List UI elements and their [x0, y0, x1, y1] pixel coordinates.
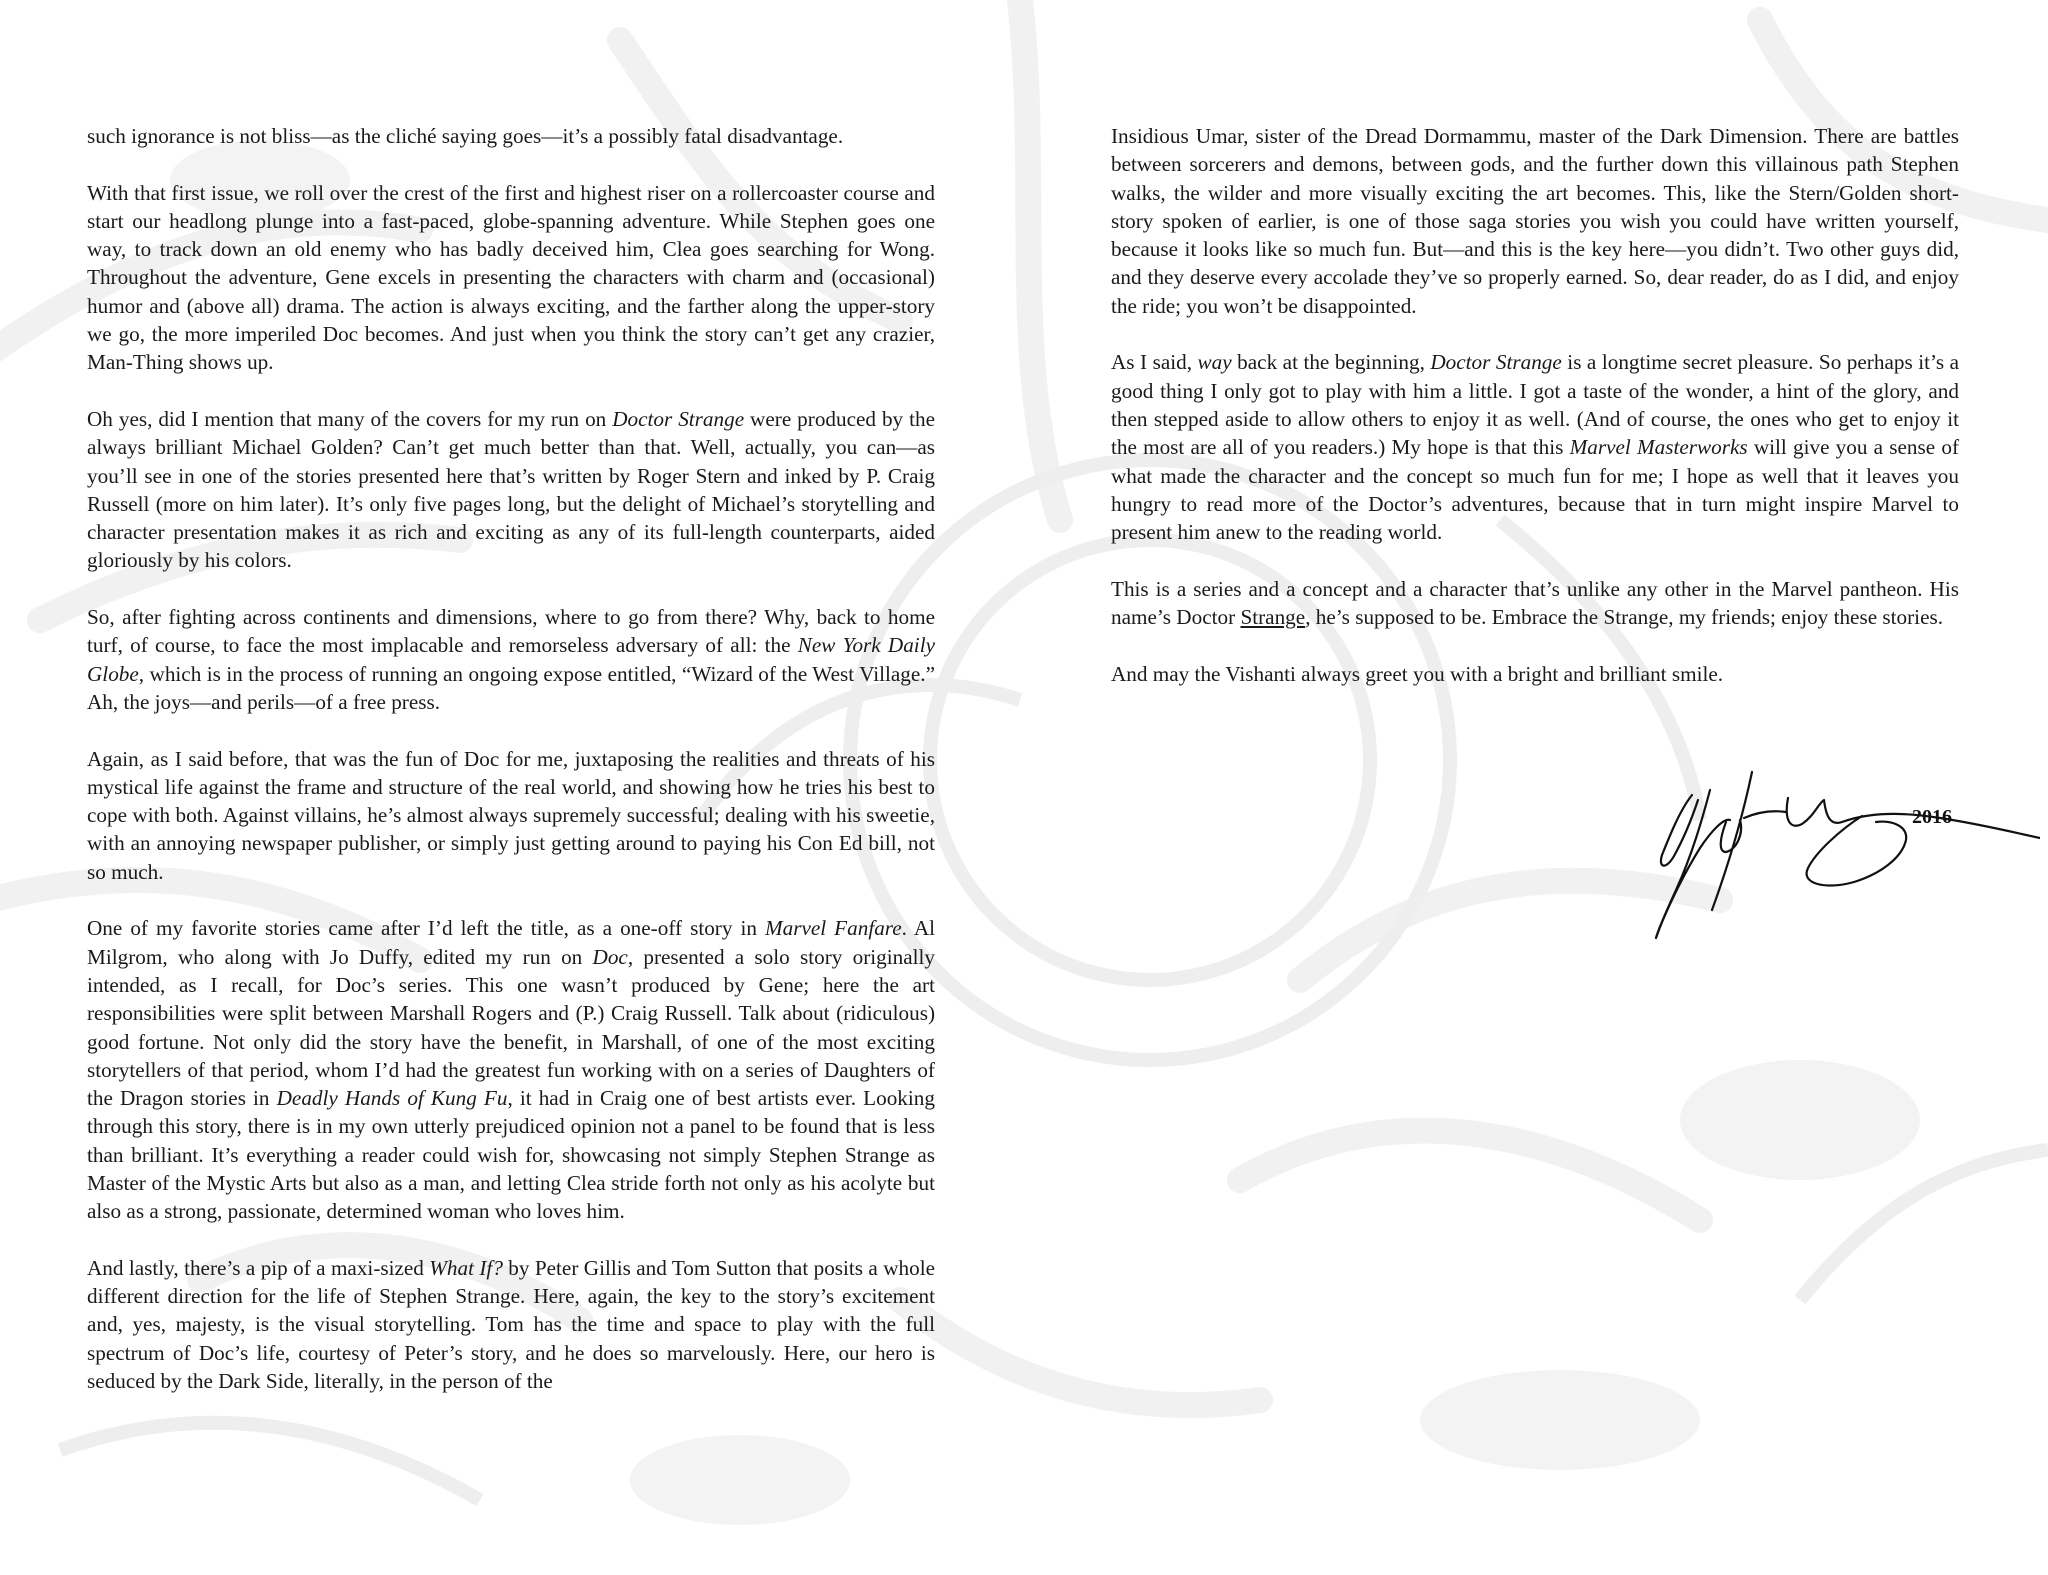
paragraph-text: will give you a sense of what made the character and the concept so much fun for me; I hope as well that it leaves you hungry to read more of the Doctor’s adventures, because that in turn might inspire Marvel to present him anew to the reading world. — [1111, 435, 1960, 545]
paragraph-text: , which is in the process of running an ongoing expose entitled, “Wizard of the West Village.” Ah, the joys—and perils—of a free press. — [87, 661, 935, 714]
italic-title: Doctor Strange — [612, 406, 745, 431]
paragraph-text: , it had in Craig one of best artists ever. Looking through this story, there is in my own utterly prejudiced opinion not a panel to be found that is less than brilliant. It’s everything a reader could wish for, showcasing not simply Stephen Strange as Master of the Mystic Arts but also as a man, and letting Clea stride forth not only as his acolyte but also as a strong, passionate, determined woman who loves him. — [87, 1086, 935, 1224]
paragraph — [1111, 122, 1959, 320]
paragraph — [1111, 660, 1959, 688]
italic-title: Marvel Masterworks — [1569, 435, 1748, 460]
paragraph-text: , presented a solo story originally intended, as I recall, for Doc’s series. This one wasn’t produced by Gene; here the art responsibilities were split between Marshall Rogers and (P.) Craig Russell. Talk about (ridiculous) good fortune. Not only did the story have the benefit, in Marshall, of one of the most exciting storytellers of that period, whom I’d had the greatest fun working with on a series of Daughters of the Dragon stories in — [87, 944, 935, 1111]
right-column — [1111, 122, 1959, 716]
paragraph — [87, 914, 935, 1225]
paragraph-text: such ignorance is not bliss—as the cliché saying goes—it’s a possibly fatal disadvantage. — [87, 124, 844, 148]
paragraph-text: Again, as I said before, that was the fun of Doc for me, juxtaposing the realities and threats of his mystical life against the frame and structure of the real world, and showing how he tries his best to cope with both. Against villains, he’s almost always supremely successful; dealing with his sweetie, with an annoying newspaper publisher, or simply just getting around to paying his Con Ed bill, not so much. — [87, 746, 935, 884]
paragraph-text: back at the beginning, — [1231, 350, 1431, 375]
paragraph — [87, 179, 935, 377]
paragraph-text: One of my favorite stories came after I’d left the title, as a one-off story in — [87, 916, 765, 941]
paragraph-text: As I said, — [1111, 350, 1198, 375]
paragraph-text: With that first issue, we roll over the crest of the first and highest riser on a rollercoaster course and start our headlong plunge into a fast-paced, globe-spanning adventure. While Stephen goes one way, to track down an old enemy who has badly deceived him, Clea goes searching for Wong. Throughout the adventure, Gene excels in presenting the characters with charm and (occasional) humor and (above all) drama. The action is always exciting, and the farther along the upper-story we go, the more imperiled Doc becomes. And just when you think the story can’t get any crazier, Man-Thing shows up. — [87, 180, 935, 375]
paragraph-text: So, after fighting across continents and dimensions, where to go from there? Why, back to home turf, of course, to face the most implacable and remorseless adversary of all: the — [87, 605, 935, 658]
paragraph — [87, 603, 935, 716]
italic-title: What If? — [429, 1255, 503, 1280]
paragraph-text: Oh yes, did I mention that many of the covers for my run on — [87, 406, 613, 431]
italic-title: New York Daily Globe — [87, 633, 935, 686]
italic-title: Deadly Hands of Kung Fu — [276, 1086, 508, 1111]
paragraph-text: And may the Vishanti always greet you with a bright and brilliant smile. — [1111, 661, 1724, 686]
paragraph-text: by Peter Gillis and Tom Sutton that posits a whole different direction for the life of Stephen Strange. Here, again, the key to the story’s excitement and, yes, majesty, is the visual storytelling. Tom has the time and space to play with the full spectrum of Doc’s life, courtesy of Peter’s story, and he does so marvelously. Here, our hero is seduced by the Dark Side, literally, in the person of the — [87, 1255, 935, 1394]
paragraph-text: Insidious Umar, sister of the Dread Dormammu, master of the Dark Dimension. There are battles between sorcerers and demons, between gods, and the further down this villainous path Stephen walks, the wilder and more visually exciting the art becomes. This, like the Stern/Golden short-story spoken of earlier, is one of those saga stories you wish you could have written yourself, because it looks like so much fun. But—and this is the key here—you didn’t. Two other guys did, and they deserve every accolade they’ve so properly earned. So, dear reader, do as I did, and enjoy the ride; you won’t be disappointed. — [1111, 124, 1959, 318]
italic-title: Doc — [592, 944, 628, 969]
italic-word: way — [1197, 350, 1232, 375]
paragraph — [1111, 348, 1959, 546]
paragraph-text: is a longtime secret pleasure. So perhaps it’s a good thing I only got to play with him a little. I got a taste of the wonder, a hint of the glory, and then stepped aside to allow others to enjoy it as well. (And of course, the ones who get to enjoy it the most are all of you readers.) My hope is that this — [1111, 350, 1960, 460]
paragraph-text: This is a series and a concept and a character that’s unlike any other in the Marvel pantheon. His name’s Doctor — [1111, 576, 1959, 630]
paragraph — [87, 405, 935, 575]
italic-title: Marvel Fanfare — [764, 916, 902, 941]
paragraph-text: were produced by the always brilliant Michael Golden? Can’t get much better than that. Well, actually, you can—as you’ll see in one of the stories presented here that’s written by Roger Stern and inked by P. Craig Russell (more on him later). It’s only five pages long, but the delight of Michael’s storytelling and character presentation makes it as rich and exciting as any of its full-length counterparts, aided gloriously by his colors. — [87, 406, 935, 573]
paragraph — [87, 122, 935, 150]
handwritten-signature — [1640, 760, 2040, 950]
underlined-word: Strange — [1240, 605, 1306, 630]
signature-year: 2016 — [1912, 806, 1952, 828]
paragraph — [1111, 575, 1959, 632]
paragraph-text: And lastly, there’s a pip of a maxi-sized — [87, 1255, 430, 1280]
paragraph-text: . Al Milgrom, who along with Jo Duffy, edited my run on — [87, 916, 936, 969]
paragraph — [87, 1254, 935, 1395]
left-column — [87, 122, 935, 1424]
italic-title: Doctor Strange — [1430, 350, 1562, 375]
paragraph-text: , he’s supposed to be. Embrace the Strange, my friends; enjoy these stories. — [1305, 605, 1944, 630]
paragraph — [87, 745, 935, 886]
